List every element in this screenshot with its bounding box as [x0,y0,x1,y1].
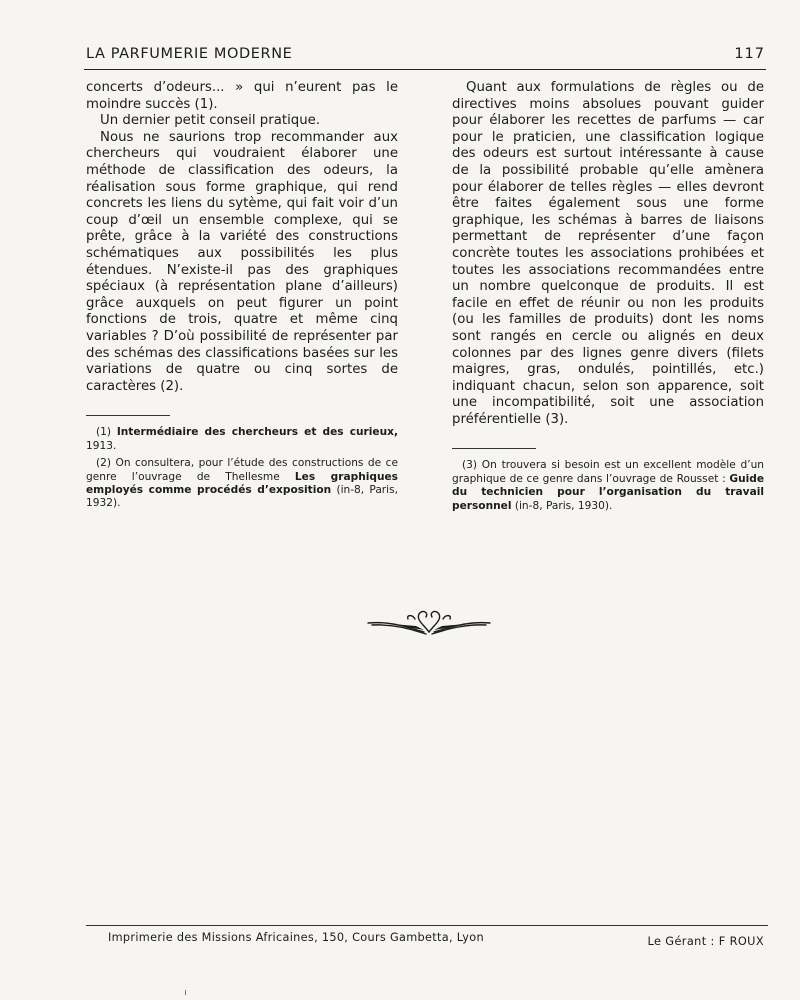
footnote-2-text: (2) On consultera, pour l’étude des constructions de ce genre l’ouvrage de Thellesme [86,457,398,483]
left-paragraph-1: concerts d’odeurs... » qui n’eurent pas le moindre succès (1). [86,80,398,112]
left-column [86,80,398,515]
page-number: 117 [734,46,765,62]
footnote-2-title: Les graphiques employés comme procédés d’exposition [86,470,398,496]
footnote-rule-left [86,415,170,416]
footnote-3 [452,459,764,513]
footnote-1-year: 1913. [86,439,117,452]
left-paragraph-3: Nous ne saurions trop recommander aux chercheurs qui voudraient élaborer une méthode de classification des odeurs, la réalisation sous forme graphique, qui rend concrets les liens du sytème, qui fait voir d’un coup d’œil un ensemble complexe, qui se prête, grâce à la variété des constructions schématiques aux possibilités les plus étendues. N’existe-il pas des graphiques spéciaux (à représentation plane d’ailleurs) grâce auxquels on peut figurer un point fonctions de trois, quatre et même cinq variables ? D’où possibilité de représenter par des schémas des classifications basées sur les variations de quatre ou cinq sortes de caractères (2). [86,129,398,394]
footer-rule [86,925,768,926]
fleuron-ornament-icon [366,608,492,638]
footnote-rule-right [452,448,536,449]
right-paragraph-1: Quant aux formulations de règles ou de directives moins absolues pouvant guider pour élaborer les recettes de parfums — car pour le praticien, une classification logique des odeurs est surtout intéressante à cause de la possibilité probable qu’elle amènera pour élaborer de telles règles — elles devront être faites également sous une forme graphique, les schémas à barres de liaisons permettant de représenter d’une façon concrète toutes les associations prohibées et toutes les associations recommandées entre un nombre quelconque de produits. Il est facile en effet de réunir ou non les produits (ou les familles de produits) dont les noms sont rangés en cercle ou alignés en deux colonnes par des lignes genre divers (filets maigres, gras, ondulés, pointillés, etc.) indiquant chacun, selon son apparence, soit une incompatibilité, soit une association préférentielle (3). [452,80,764,427]
footnote-2 [86,457,398,511]
print-mark [185,990,186,995]
manager-credit: Le Gérant : F ROUX [647,935,764,948]
footnote-3-title: Guide du technicien pour l’organisation du travail personnel [452,472,765,512]
footnotes-right [452,459,764,513]
footnote-2-publication: (in-8, Paris, 1932). [86,483,398,510]
footnote-3-publication: (in-8, Paris, 1930). [514,499,613,512]
footnotes-left [86,426,398,510]
right-column [452,80,764,517]
header-rule [84,69,766,70]
running-head: LA PARFUMERIE MODERNE [86,46,293,62]
printer-imprint: Imprimerie des Missions Africaines, 150, Cours Gambetta, Lyon [108,931,484,944]
footnote-1-number: (1) [96,426,112,439]
left-paragraph-2: Un dernier petit conseil pratique. [100,113,321,129]
footnote-1-title: Intermédiaire des chercheurs et des curieux, [116,426,398,439]
footnote-3-text: (3) On trouvera si besoin est un excellent modèle d’un graphique de ce genre dans l’ouvrage de Rousset : [452,459,764,485]
footnote-1 [86,426,398,453]
